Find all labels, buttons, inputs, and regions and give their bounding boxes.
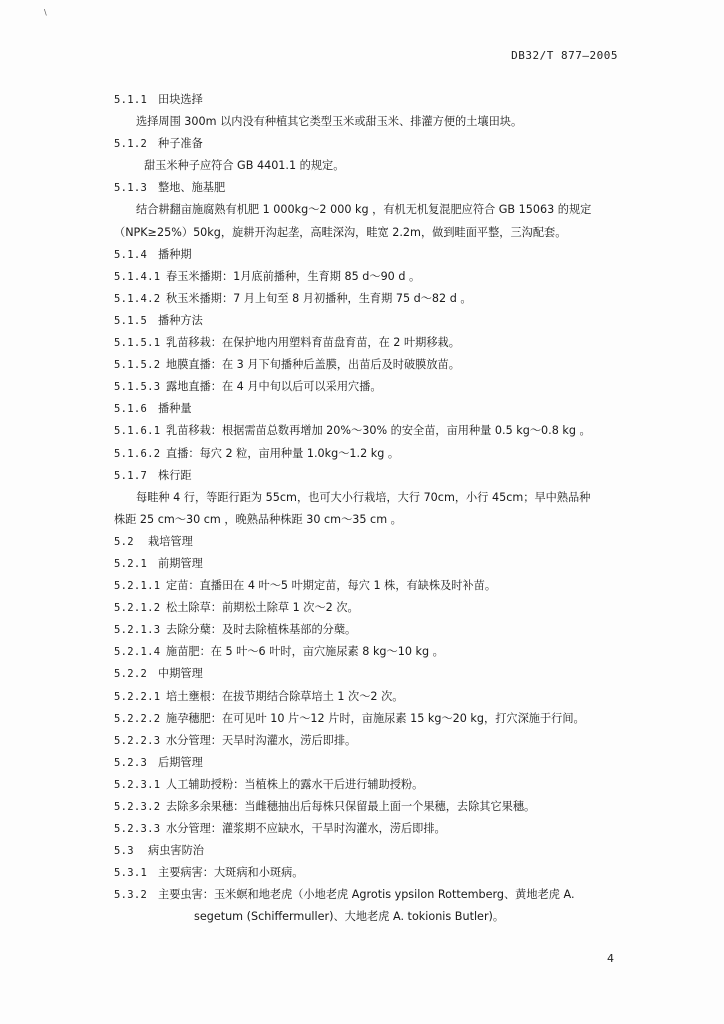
clause-number: 5.2 — [114, 535, 134, 548]
clause-number: 5.2.1.1 — [114, 580, 161, 593]
clause-line — [114, 266, 626, 288]
paragraph-line — [114, 155, 626, 177]
paragraph-line — [114, 222, 626, 244]
clause-number: 5.1.5.3 — [114, 381, 161, 394]
clause-line — [114, 89, 626, 111]
clause-text: 甜玉米种子应符合 GB 4401.1 的规定。 — [144, 159, 345, 173]
clause-number: 5.1.5 — [114, 314, 148, 327]
clause-number: 5.2.2.3 — [114, 734, 161, 747]
paragraph-line — [114, 487, 626, 509]
clause-line — [114, 708, 626, 730]
clause-text: 中期管理 — [158, 667, 203, 681]
clause-number: 5.1.3 — [114, 182, 148, 195]
clause-text: 每畦种 4 行，等距行距为 55cm，也可大小行栽培，大行 70cm，小行 45cm；早中熟品种 — [136, 490, 591, 504]
clause-text: 定苗：直播田在 4 叶～5 叶期定苗，每穴 1 株，有缺株及时补苗。 — [166, 579, 497, 593]
clause-number: 5.1.2 — [114, 138, 148, 151]
clause-number: 5.1.5.2 — [114, 359, 161, 372]
clause-text: 水分管理：天旱时沟灌水，涝后即排。 — [166, 733, 357, 747]
paragraph-line — [114, 111, 626, 133]
clause-text: 前期管理 — [158, 556, 203, 570]
clause-line — [114, 575, 626, 597]
clause-line — [114, 641, 626, 663]
clause-number: 5.1.1 — [114, 94, 148, 106]
clause-number: 5.2.1.2 — [114, 602, 161, 615]
clause-text: 株行距 — [158, 468, 192, 482]
clause-number: 5.2.3.1 — [114, 778, 161, 791]
clause-text: 水分管理：灌浆期不应缺水，干旱时沟灌水，涝后即排。 — [166, 822, 446, 836]
clause-line — [114, 332, 626, 354]
clause-text: 播种量 — [158, 402, 192, 416]
clause-number: 5.1.5.1 — [114, 337, 161, 350]
clause-line — [114, 177, 626, 199]
clause-line — [114, 244, 626, 266]
clause-number: 5.2.1.3 — [114, 624, 161, 637]
clause-text: 松土除草：前期松土除草 1 次～2 次。 — [166, 601, 359, 615]
clause-text: 乳苗移栽：在保护地内用塑料育苗盘育苗，在 2 叶期移栽。 — [166, 336, 460, 350]
clause-line — [114, 420, 626, 442]
clause-number: 5.1.4 — [114, 248, 148, 261]
clause-line — [114, 796, 626, 818]
clause-text: 种子准备 — [158, 137, 203, 151]
clause-text: 乳苗移栽：根据需苗总数再增加 20%～30% 的安全苗，亩用种量 0.5 kg～0.8 kg 。 — [166, 424, 591, 438]
clause-number: 5.1.6 — [114, 403, 148, 416]
clause-line — [114, 730, 626, 752]
clause-text: 后期管理 — [158, 755, 203, 769]
clause-number: 5.2.1.4 — [114, 646, 161, 659]
clause-text: 结合耕翻亩施腐熟有机肥 1 000kg～2 000 kg ，有机无机复混肥应符合 GB 15063 的规定 — [136, 203, 592, 217]
clause-text: 整地、施基肥 — [158, 181, 226, 195]
clause-line — [114, 774, 626, 796]
clause-text: （NPK≥25%）50kg，旋耕开沟起垄，高畦深沟，畦宽 2.2m，做到畦面平整，三沟配套。 — [114, 225, 567, 239]
clause-number: 5.2.1 — [114, 557, 148, 570]
standard-code-header: DB32/T 877—2005 — [511, 49, 618, 62]
paragraph-line — [114, 906, 626, 928]
clause-number: 5.2.2.1 — [114, 690, 161, 703]
clause-text: 秋玉米播期：7 月上旬至 8 月初播种，生育期 75 d～82 d 。 — [166, 291, 472, 305]
clause-line — [114, 686, 626, 708]
clause-number: 5.2.2 — [114, 668, 148, 681]
clause-text: 直播：每穴 2 粒，亩用种量 1.0kg～1.2 kg 。 — [166, 446, 400, 460]
clause-line — [114, 288, 626, 310]
clause-line — [114, 619, 626, 641]
clause-line — [114, 818, 626, 840]
clause-text: 施孕穗肥：在可见叶 10 片～12 片时，亩施尿素 15 kg～20 kg，打穴深施于行间。 — [166, 711, 585, 725]
clause-text: 播种方法 — [158, 313, 203, 327]
clause-number: 5.2.2.2 — [114, 712, 161, 725]
clause-number: 5.3.2 — [114, 889, 148, 902]
paragraph-line — [114, 199, 626, 221]
clause-line — [114, 398, 626, 420]
clause-text: 去除多余果穗：当雌穗抽出后每株只保留最上面一个果穗，去除其它果穗。 — [166, 800, 536, 813]
clause-line — [114, 354, 626, 376]
paragraph-line — [114, 509, 626, 531]
clause-text: 栽培管理 — [148, 534, 193, 548]
clause-line — [114, 597, 626, 619]
clause-text: 主要病害：大斑病和小斑病。 — [158, 866, 304, 880]
clause-text: 病虫害防治 — [148, 844, 204, 858]
document-body — [114, 89, 626, 929]
clause-number: 5.1.6.1 — [114, 425, 161, 438]
clause-line — [114, 531, 626, 553]
clause-text: 施苗肥：在 5 叶～6 叶时，亩穴施尿素 8 kg～10 kg 。 — [166, 645, 444, 659]
clause-line — [114, 752, 626, 774]
clause-line — [114, 310, 626, 332]
clause-number: 5.1.7 — [114, 469, 148, 482]
clause-line — [114, 443, 626, 465]
clause-number: 5.3.1 — [114, 867, 148, 880]
clause-text: 选择周围 300m 以内没有种植其它类型玉米或甜玉米、排灌方便的土壤田块。 — [136, 115, 523, 129]
clause-text: 主要虫害：玉米螟和地老虎（小地老虎 Agrotis ypsilon Rottemberg、黄地老虎 A. — [158, 888, 575, 902]
clause-number: 5.3 — [114, 845, 134, 858]
clause-number: 5.1.4.1 — [114, 270, 161, 283]
clause-text: 播种期 — [158, 247, 192, 261]
clause-text: 株距 25 cm～30 cm ，晚熟品种株距 30 cm～35 cm 。 — [114, 512, 402, 526]
clause-text: 露地直播：在 4 月中旬以后可以采用穴播。 — [166, 380, 382, 394]
clause-text: 培土壅根：在拔节期结合除草培土 1 次～2 次。 — [166, 689, 404, 703]
clause-line — [114, 663, 626, 685]
corner-mark: \ — [44, 8, 47, 17]
clause-line — [114, 862, 626, 884]
clause-number: 5.2.3.2 — [114, 801, 161, 813]
clause-text: 去除分蘖：及时去除植株基部的分蘖。 — [166, 623, 357, 637]
clause-text: 田块选择 — [158, 93, 203, 106]
clause-number: 5.2.3.3 — [114, 823, 161, 836]
clause-number: 5.1.4.2 — [114, 292, 161, 305]
clause-number: 5.1.6.2 — [114, 447, 161, 460]
clause-text: 春玉米播期：1月底前播种，生育期 85 d～90 d 。 — [166, 269, 421, 283]
clause-text: 地膜直播：在 3 月下旬播种后盖膜，出苗后及时破膜放苗。 — [166, 358, 460, 372]
clause-line — [114, 884, 626, 906]
clause-number: 5.2.3 — [114, 756, 148, 769]
clause-text: segetum (Schiffermuller)、大地老虎 A. tokionis Butler)。 — [194, 910, 505, 924]
clause-line — [114, 133, 626, 155]
clause-line — [114, 553, 626, 575]
clause-text: 人工辅助授粉：当植株上的露水干后进行辅助授粉。 — [166, 777, 424, 791]
clause-line — [114, 465, 626, 487]
clause-line — [114, 376, 626, 398]
clause-line — [114, 840, 626, 862]
page-number: 4 — [607, 952, 614, 965]
